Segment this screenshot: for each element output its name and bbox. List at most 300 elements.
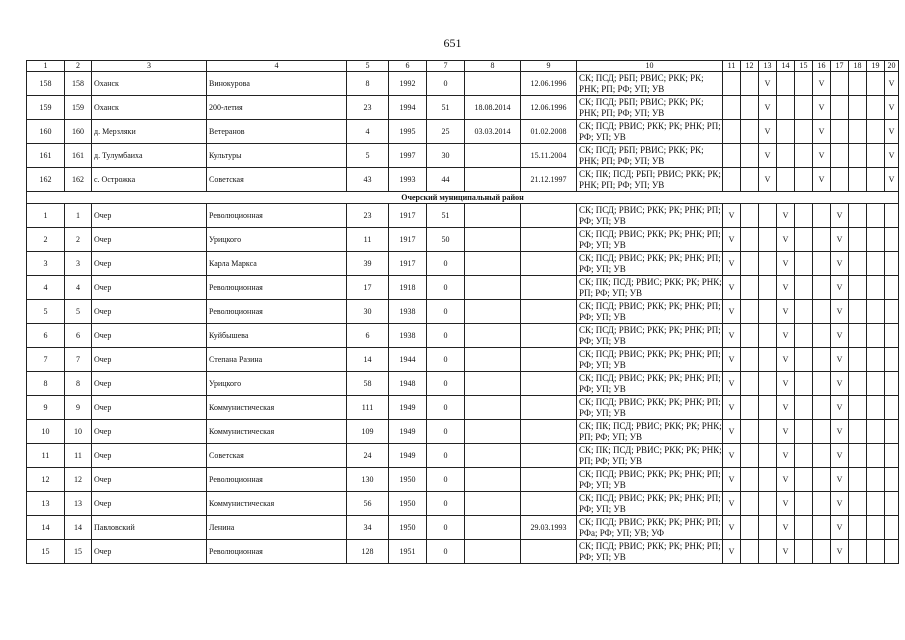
date-registered — [521, 300, 577, 324]
mark-col-18 — [849, 444, 867, 468]
year-built: 1995 — [389, 120, 427, 144]
local-number: 14 — [65, 516, 92, 540]
house-number: 39 — [347, 252, 389, 276]
date-inspected — [465, 324, 521, 348]
local-number: 13 — [65, 492, 92, 516]
mark-col-11 — [723, 120, 741, 144]
mark-col-20 — [885, 252, 899, 276]
row-number: 161 — [27, 144, 65, 168]
mark-col-12 — [741, 372, 759, 396]
mark-col-16 — [813, 276, 831, 300]
local-number: 7 — [65, 348, 92, 372]
mark-col-12 — [741, 252, 759, 276]
house-number: 58 — [347, 372, 389, 396]
mark-col-18 — [849, 168, 867, 192]
mark-col-13 — [759, 324, 777, 348]
mark-col-17: V — [831, 420, 849, 444]
mark-col-15 — [795, 444, 813, 468]
column-header: 18 — [849, 61, 867, 72]
row-number: 8 — [27, 372, 65, 396]
mark-col-11: V — [723, 204, 741, 228]
mark-col-14: V — [777, 228, 795, 252]
work-types: СК; ПСД; РВИС; РКК; РК; РНК; РП; РФ; УП; УВ — [577, 396, 723, 420]
settlement: Очер — [92, 420, 207, 444]
work-types: СК; ПСД; РБП; РВИС; РКК; РК; РНК; РП; РФ; УП; УВ — [577, 96, 723, 120]
wear-percent: 0 — [427, 252, 465, 276]
year-built: 1949 — [389, 420, 427, 444]
mark-col-18 — [849, 396, 867, 420]
mark-col-16: V — [813, 144, 831, 168]
mark-col-15 — [795, 228, 813, 252]
date-inspected — [465, 492, 521, 516]
work-types: СК; ПСД; РВИС; РКК; РК; РНК; РП; РФ; УП; УВ — [577, 492, 723, 516]
work-types: СК; ПСД; РВИС; РКК; РК; РНК; РП; РФ; УП; УВ — [577, 120, 723, 144]
street: Советская — [207, 168, 347, 192]
year-built: 1917 — [389, 204, 427, 228]
work-types: СК; ПСД; РВИС; РКК; РК; РНК; РП; РФ; УП; УВ — [577, 228, 723, 252]
work-types: СК; ПСД; РВИС; РКК; РК; РНК; РП; РФ; УП; УВ — [577, 372, 723, 396]
mark-col-11: V — [723, 372, 741, 396]
house-number: 109 — [347, 420, 389, 444]
date-inspected: 03.03.2014 — [465, 120, 521, 144]
house-number: 8 — [347, 72, 389, 96]
mark-col-11 — [723, 96, 741, 120]
mark-col-11 — [723, 168, 741, 192]
mark-col-11: V — [723, 348, 741, 372]
mark-col-11: V — [723, 420, 741, 444]
section-row — [27, 192, 899, 204]
mark-col-14: V — [777, 300, 795, 324]
local-number: 11 — [65, 444, 92, 468]
street: Революционная — [207, 300, 347, 324]
column-header: 2 — [65, 61, 92, 72]
wear-percent: 50 — [427, 228, 465, 252]
local-number: 5 — [65, 300, 92, 324]
mark-col-18 — [849, 420, 867, 444]
mark-col-17: V — [831, 444, 849, 468]
column-header: 9 — [521, 61, 577, 72]
mark-col-16 — [813, 324, 831, 348]
mark-col-17: V — [831, 324, 849, 348]
mark-col-15 — [795, 420, 813, 444]
wear-percent: 44 — [427, 168, 465, 192]
year-built: 1938 — [389, 300, 427, 324]
wear-percent: 51 — [427, 204, 465, 228]
mark-col-14: V — [777, 348, 795, 372]
mark-col-14: V — [777, 252, 795, 276]
mark-col-19 — [867, 276, 885, 300]
mark-col-12 — [741, 72, 759, 96]
date-inspected — [465, 396, 521, 420]
local-number: 10 — [65, 420, 92, 444]
row-number: 7 — [27, 348, 65, 372]
year-built: 1918 — [389, 276, 427, 300]
table-row — [27, 372, 899, 396]
local-number: 162 — [65, 168, 92, 192]
wear-percent: 25 — [427, 120, 465, 144]
mark-col-12 — [741, 324, 759, 348]
date-inspected — [465, 540, 521, 564]
mark-col-19 — [867, 144, 885, 168]
mark-col-14: V — [777, 372, 795, 396]
wear-percent: 0 — [427, 468, 465, 492]
mark-col-12 — [741, 468, 759, 492]
mark-col-14: V — [777, 276, 795, 300]
mark-col-17 — [831, 168, 849, 192]
mark-col-18 — [849, 252, 867, 276]
mark-col-15 — [795, 276, 813, 300]
date-inspected — [465, 276, 521, 300]
date-inspected — [465, 372, 521, 396]
local-number: 9 — [65, 396, 92, 420]
street: Революционная — [207, 468, 347, 492]
work-types: СК; ПСД; РБП; РВИС; РКК; РК; РНК; РП; РФ; УП; УВ — [577, 72, 723, 96]
column-header: 5 — [347, 61, 389, 72]
table-row — [27, 516, 899, 540]
wear-percent: 0 — [427, 444, 465, 468]
year-built: 1950 — [389, 492, 427, 516]
street: 200-летия — [207, 96, 347, 120]
mark-col-19 — [867, 468, 885, 492]
mark-col-20 — [885, 324, 899, 348]
year-built: 1950 — [389, 516, 427, 540]
mark-col-13: V — [759, 72, 777, 96]
date-inspected — [465, 204, 521, 228]
table-row — [27, 468, 899, 492]
date-registered: 12.06.1996 — [521, 72, 577, 96]
mark-col-16: V — [813, 168, 831, 192]
row-number: 6 — [27, 324, 65, 348]
house-number: 34 — [347, 516, 389, 540]
date-inspected — [465, 444, 521, 468]
mark-col-11: V — [723, 300, 741, 324]
year-built: 1950 — [389, 468, 427, 492]
mark-col-20: V — [885, 168, 899, 192]
date-inspected — [465, 168, 521, 192]
local-number: 160 — [65, 120, 92, 144]
mark-col-16 — [813, 420, 831, 444]
settlement: Очер — [92, 324, 207, 348]
mark-col-15 — [795, 168, 813, 192]
mark-col-12 — [741, 516, 759, 540]
mark-col-20 — [885, 204, 899, 228]
local-number: 1 — [65, 204, 92, 228]
street: Культуры — [207, 144, 347, 168]
mark-col-18 — [849, 228, 867, 252]
mark-col-20 — [885, 396, 899, 420]
year-built: 1938 — [389, 324, 427, 348]
street: Винокурова — [207, 72, 347, 96]
mark-col-15 — [795, 348, 813, 372]
wear-percent: 0 — [427, 348, 465, 372]
work-types: СК; ПК; ПСД; РВИС; РКК; РК; РНК; РП; РФ; УП; УВ — [577, 444, 723, 468]
wear-percent: 0 — [427, 276, 465, 300]
work-types: СК; ПСД; РВИС; РКК; РК; РНК; РП; РФ; УП; УВ — [577, 540, 723, 564]
work-types: СК; ПСД; РВИС; РКК; РК; РНК; РП; РФ; УП; УВ — [577, 204, 723, 228]
mark-col-17: V — [831, 468, 849, 492]
mark-col-14: V — [777, 420, 795, 444]
mark-col-12 — [741, 96, 759, 120]
row-number: 1 — [27, 204, 65, 228]
mark-col-17: V — [831, 492, 849, 516]
table-row — [27, 540, 899, 564]
house-number: 130 — [347, 468, 389, 492]
mark-col-14 — [777, 96, 795, 120]
mark-col-19 — [867, 372, 885, 396]
mark-col-14 — [777, 144, 795, 168]
work-types: СК; ПСД; РВИС; РКК; РК; РНК; РП; РФ; УП; УВ — [577, 468, 723, 492]
settlement: с. Острожка — [92, 168, 207, 192]
house-number: 17 — [347, 276, 389, 300]
mark-col-13 — [759, 252, 777, 276]
table-row — [27, 444, 899, 468]
settlement: Павловский — [92, 516, 207, 540]
mark-col-13: V — [759, 96, 777, 120]
settlement: д. Мерзляки — [92, 120, 207, 144]
mark-col-17: V — [831, 372, 849, 396]
column-header: 10 — [577, 61, 723, 72]
house-number: 128 — [347, 540, 389, 564]
mark-col-11: V — [723, 324, 741, 348]
mark-col-18 — [849, 492, 867, 516]
mark-col-15 — [795, 516, 813, 540]
street: Степана Разина — [207, 348, 347, 372]
year-built: 1949 — [389, 444, 427, 468]
year-built: 1992 — [389, 72, 427, 96]
local-number: 158 — [65, 72, 92, 96]
mark-col-20 — [885, 420, 899, 444]
date-registered — [521, 324, 577, 348]
table-row — [27, 492, 899, 516]
row-number: 2 — [27, 228, 65, 252]
mark-col-16 — [813, 396, 831, 420]
mark-col-20 — [885, 516, 899, 540]
mark-col-13 — [759, 300, 777, 324]
mark-col-12 — [741, 204, 759, 228]
mark-col-18 — [849, 96, 867, 120]
street: Коммунистическая — [207, 396, 347, 420]
year-built: 1917 — [389, 228, 427, 252]
date-registered: 15.11.2004 — [521, 144, 577, 168]
mark-col-19 — [867, 396, 885, 420]
date-registered: 29.03.1993 — [521, 516, 577, 540]
mark-col-14: V — [777, 516, 795, 540]
mark-col-16 — [813, 372, 831, 396]
mark-col-15 — [795, 144, 813, 168]
wear-percent: 0 — [427, 516, 465, 540]
mark-col-12 — [741, 396, 759, 420]
column-header: 19 — [867, 61, 885, 72]
work-types: СК; ПСД; РБП; РВИС; РКК; РК; РНК; РП; РФ; УП; УВ — [577, 144, 723, 168]
mark-col-19 — [867, 348, 885, 372]
mark-col-16 — [813, 348, 831, 372]
mark-col-19 — [867, 324, 885, 348]
street: Ленина — [207, 516, 347, 540]
date-registered — [521, 252, 577, 276]
table-row — [27, 300, 899, 324]
house-number: 111 — [347, 396, 389, 420]
mark-col-11: V — [723, 228, 741, 252]
wear-percent: 0 — [427, 492, 465, 516]
settlement: Очер — [92, 300, 207, 324]
row-number: 162 — [27, 168, 65, 192]
street: Урицкого — [207, 228, 347, 252]
mark-col-13: V — [759, 168, 777, 192]
date-inspected — [465, 516, 521, 540]
street: Революционная — [207, 540, 347, 564]
wear-percent: 0 — [427, 72, 465, 96]
row-number: 15 — [27, 540, 65, 564]
mark-col-16 — [813, 468, 831, 492]
street: Советская — [207, 444, 347, 468]
mark-col-18 — [849, 204, 867, 228]
date-registered — [521, 372, 577, 396]
street: Карла Маркса — [207, 252, 347, 276]
mark-col-13 — [759, 468, 777, 492]
house-number: 14 — [347, 348, 389, 372]
column-header: 16 — [813, 61, 831, 72]
row-number: 14 — [27, 516, 65, 540]
row-number: 13 — [27, 492, 65, 516]
street: Коммунистическая — [207, 492, 347, 516]
work-types: СК; ПСД; РВИС; РКК; РК; РНК; РП; РФ; УП; УВ — [577, 300, 723, 324]
mark-col-11: V — [723, 492, 741, 516]
wear-percent: 0 — [427, 372, 465, 396]
mark-col-17: V — [831, 396, 849, 420]
mark-col-17 — [831, 96, 849, 120]
mark-col-14: V — [777, 540, 795, 564]
mark-col-13 — [759, 540, 777, 564]
date-inspected — [465, 420, 521, 444]
mark-col-20 — [885, 276, 899, 300]
mark-col-13 — [759, 492, 777, 516]
mark-col-14: V — [777, 468, 795, 492]
page-number: 651 — [443, 36, 462, 50]
mark-col-19 — [867, 120, 885, 144]
mark-col-11: V — [723, 540, 741, 564]
mark-col-16 — [813, 516, 831, 540]
street: Революционная — [207, 276, 347, 300]
row-number: 9 — [27, 396, 65, 420]
mark-col-20 — [885, 372, 899, 396]
settlement: Оханск — [92, 72, 207, 96]
mark-col-13 — [759, 204, 777, 228]
column-header: 13 — [759, 61, 777, 72]
date-registered — [521, 444, 577, 468]
mark-col-19 — [867, 228, 885, 252]
table-row — [27, 204, 899, 228]
local-number: 159 — [65, 96, 92, 120]
mark-col-16: V — [813, 120, 831, 144]
wear-percent: 30 — [427, 144, 465, 168]
mark-col-13 — [759, 228, 777, 252]
settlement: Очер — [92, 372, 207, 396]
mark-col-12 — [741, 492, 759, 516]
date-registered — [521, 468, 577, 492]
mark-col-14 — [777, 72, 795, 96]
settlement: Очер — [92, 348, 207, 372]
year-built: 1917 — [389, 252, 427, 276]
mark-col-19 — [867, 72, 885, 96]
row-number: 160 — [27, 120, 65, 144]
mark-col-17: V — [831, 204, 849, 228]
local-number: 3 — [65, 252, 92, 276]
mark-col-18 — [849, 72, 867, 96]
date-registered — [521, 420, 577, 444]
house-number: 56 — [347, 492, 389, 516]
row-number: 11 — [27, 444, 65, 468]
mark-col-11: V — [723, 468, 741, 492]
mark-col-20 — [885, 348, 899, 372]
mark-col-17: V — [831, 348, 849, 372]
mark-col-17: V — [831, 540, 849, 564]
house-number: 30 — [347, 300, 389, 324]
date-registered — [521, 276, 577, 300]
mark-col-17: V — [831, 300, 849, 324]
year-built: 1948 — [389, 372, 427, 396]
year-built: 1993 — [389, 168, 427, 192]
row-number: 158 — [27, 72, 65, 96]
column-header: 20 — [885, 61, 899, 72]
column-header: 15 — [795, 61, 813, 72]
mark-col-19 — [867, 444, 885, 468]
date-registered — [521, 228, 577, 252]
local-number: 4 — [65, 276, 92, 300]
street: Ветеранов — [207, 120, 347, 144]
house-number: 11 — [347, 228, 389, 252]
local-number: 161 — [65, 144, 92, 168]
mark-col-18 — [849, 372, 867, 396]
table-row — [27, 276, 899, 300]
settlement: Очер — [92, 228, 207, 252]
mark-col-17: V — [831, 516, 849, 540]
mark-col-19 — [867, 96, 885, 120]
street: Революционная — [207, 204, 347, 228]
mark-col-19 — [867, 516, 885, 540]
mark-col-13: V — [759, 144, 777, 168]
table-row — [27, 144, 899, 168]
mark-col-15 — [795, 72, 813, 96]
mark-col-15 — [795, 96, 813, 120]
column-header: 14 — [777, 61, 795, 72]
mark-col-13 — [759, 444, 777, 468]
date-registered: 01.02.2008 — [521, 120, 577, 144]
mark-col-16 — [813, 540, 831, 564]
date-registered: 21.12.1997 — [521, 168, 577, 192]
work-types: СК; ПСД; РВИС; РКК; РК; РНК; РП; РФ; УП; УВ — [577, 348, 723, 372]
mark-col-11: V — [723, 444, 741, 468]
year-built: 1949 — [389, 396, 427, 420]
mark-col-17 — [831, 72, 849, 96]
mark-col-16 — [813, 204, 831, 228]
column-header: 3 — [92, 61, 207, 72]
mark-col-15 — [795, 372, 813, 396]
mark-col-15 — [795, 396, 813, 420]
wear-percent: 0 — [427, 540, 465, 564]
mark-col-14: V — [777, 444, 795, 468]
mark-col-20 — [885, 300, 899, 324]
settlement: Очер — [92, 468, 207, 492]
wear-percent: 0 — [427, 324, 465, 348]
settlement: Очер — [92, 204, 207, 228]
column-header: 11 — [723, 61, 741, 72]
settlement: Очер — [92, 492, 207, 516]
table-row — [27, 252, 899, 276]
local-number: 6 — [65, 324, 92, 348]
date-inspected — [465, 348, 521, 372]
wear-percent: 51 — [427, 96, 465, 120]
work-types: СК; ПК; ПСД; РВИС; РКК; РК; РНК; РП; РФ; УП; УВ — [577, 276, 723, 300]
